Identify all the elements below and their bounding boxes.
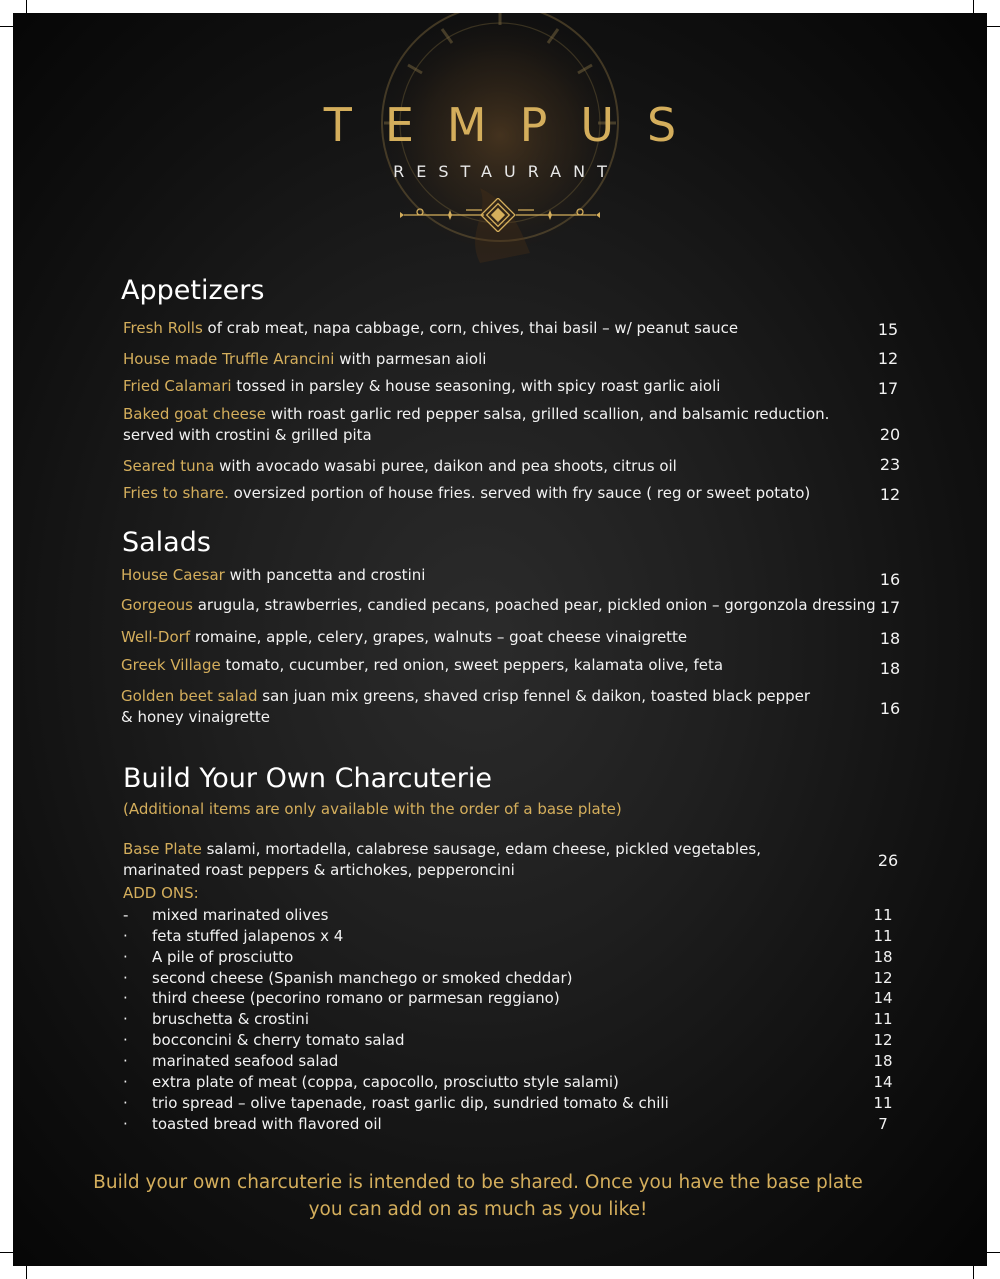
crop-mark [0, 1252, 13, 1253]
addon-text: third cheese (pecorino romano or parmesan reggiano) [152, 989, 560, 1008]
item-desc: of crab meat, napa cabbage, corn, chives, thai basil – w/ peanut sauce [202, 319, 739, 337]
item-price: 18 [879, 659, 901, 678]
addon-text: toasted bread with flavored oil [152, 1114, 382, 1133]
addon-row [123, 1009, 903, 1030]
item-name: Golden beet salad [121, 687, 258, 705]
addon-row [123, 1114, 903, 1135]
item-price: 23 [879, 455, 901, 474]
addon-row [123, 947, 903, 968]
addon-row [123, 1093, 903, 1114]
item-price: 15 [877, 320, 899, 339]
item-name: Fried Calamari [123, 377, 232, 395]
addon-text: feta stuffed jalapenos x 4 [152, 926, 344, 945]
menu-item [123, 483, 810, 504]
crop-mark [26, 0, 27, 13]
addon-text: bocconcini & cherry tomato salad [152, 1031, 405, 1050]
item-price: 18 [879, 629, 901, 648]
menu-item [123, 839, 761, 860]
item-desc: romaine, apple, celery, grapes, walnuts – goat cheese vinaigrette [190, 628, 688, 646]
menu-item [121, 655, 723, 676]
restaurant-title: TEMPUS [323, 98, 710, 152]
item-desc-continued: served with crostini & grilled pita [123, 426, 372, 444]
menu-item [123, 318, 738, 339]
item-name: House made Truffle Arancini [123, 350, 335, 368]
addon-text: second cheese (Spanish manchego or smoked cheddar) [152, 968, 573, 987]
item-desc: with parmesan aioli [334, 350, 487, 368]
addon-text: bruschetta & crostini [152, 1010, 309, 1029]
item-price: 12 [879, 485, 901, 504]
addon-bullet: · [123, 968, 128, 987]
item-desc: san juan mix greens, shaved crisp fennel & daikon, toasted black pepper [257, 687, 811, 705]
item-desc: with pancetta and crostini [224, 566, 426, 584]
item-name: House Caesar [121, 566, 225, 584]
addon-row [123, 1051, 903, 1072]
item-price: 20 [879, 425, 901, 444]
menu-item [123, 456, 677, 477]
addon-text: marinated seafood salad [152, 1051, 339, 1070]
addon-bullet: · [123, 947, 128, 966]
item-desc: with avocado wasabi puree, daikon and pea shoots, citrus oil [214, 457, 677, 475]
addon-bullet: · [123, 926, 128, 945]
menu-item [121, 565, 425, 586]
addon-text: trio spread – olive tapenade, roast garlic dip, sundried tomato & chili [152, 1093, 669, 1112]
item-desc: with roast garlic red pepper salsa, grilled scallion, and balsamic reduction. [265, 405, 830, 423]
addon-price: 14 [873, 989, 893, 1008]
addon-row [123, 926, 903, 947]
addon-price: 18 [873, 1051, 893, 1070]
item-name: Base Plate [123, 840, 202, 858]
addons-label: ADD ONS: [123, 884, 199, 902]
charcuterie-heading: Build Your Own Charcuterie [123, 763, 492, 794]
footer-line: you can add on as much as you like! [308, 1199, 648, 1220]
addon-row [123, 988, 903, 1009]
item-name: Fresh Rolls [123, 319, 203, 337]
menu-item [121, 627, 687, 648]
art-deco-ornament-icon [400, 198, 600, 232]
menu-page [13, 13, 987, 1266]
addon-price: 12 [873, 968, 893, 987]
addon-row [123, 1072, 903, 1093]
addon-price: 11 [873, 1010, 893, 1029]
addon-bullet: · [123, 1072, 128, 1091]
menu-item [123, 376, 720, 397]
item-price: 17 [877, 379, 899, 398]
addon-price: 12 [873, 1031, 893, 1050]
addon-bullet: · [123, 1093, 128, 1112]
item-desc: salami, mortadella, calabrese sausage, edam cheese, pickled vegetables, [201, 840, 761, 858]
salads-heading: Salads [122, 527, 211, 558]
addon-price: 11 [873, 926, 893, 945]
footer-line: Build your own charcuterie is intended to be shared. Once you have the base plate [93, 1172, 863, 1193]
item-desc: arugula, strawberries, candied pecans, poached pear, pickled onion – gorgonzola dressing [192, 596, 876, 614]
crop-mark [0, 26, 13, 27]
item-desc-continued: marinated roast peppers & artichokes, pepperoncini [123, 861, 515, 879]
appetizers-heading: Appetizers [121, 275, 265, 306]
crop-mark [26, 1266, 27, 1279]
item-name: Well-Dorf [121, 628, 191, 646]
addon-text: mixed marinated olives [152, 906, 329, 924]
addon-bullet: · [123, 1031, 128, 1050]
item-name: Fries to share. [123, 484, 229, 502]
item-name: Greek Village [121, 656, 221, 674]
item-price: 26 [877, 851, 899, 870]
item-name: Seared tuna [123, 457, 215, 475]
addon-text: A pile of prosciutto [152, 947, 294, 966]
addon-price: 7 [878, 1114, 888, 1133]
addon-bullet: · [123, 1010, 128, 1029]
menu-item [121, 686, 810, 707]
addon-bullet: - [123, 906, 129, 924]
addon-text: extra plate of meat (coppa, capocollo, prosciutto style salami) [152, 1072, 619, 1091]
menu-item [121, 595, 876, 616]
item-price: 17 [879, 598, 901, 617]
item-desc: tomato, cucumber, red onion, sweet peppers, kalamata olive, feta [220, 656, 724, 674]
charcuterie-footer [13, 1169, 943, 1223]
item-desc: tossed in parsley & house seasoning, with spicy roast garlic aioli [231, 377, 721, 395]
addon-bullet: · [123, 1051, 128, 1070]
addon-bullet: · [123, 1114, 128, 1133]
item-price: 12 [877, 349, 899, 368]
addon-bullet: · [123, 989, 128, 1008]
addon-price: 11 [873, 1093, 893, 1112]
crop-mark [987, 1252, 1000, 1253]
addon-price: 14 [873, 1072, 893, 1091]
menu-item [123, 349, 486, 370]
item-desc: oversized portion of house fries. served with fry sauce ( reg or sweet potato) [228, 484, 811, 502]
addon-row [123, 968, 903, 989]
crop-mark [973, 1266, 974, 1279]
crop-mark [987, 26, 1000, 27]
item-name: Baked goat cheese [123, 405, 266, 423]
item-price: 16 [879, 570, 901, 589]
addon-row [123, 1030, 903, 1051]
restaurant-subtitle: RESTAURANT [393, 162, 619, 181]
item-desc-continued: & honey vinaigrette [121, 708, 271, 726]
addon-row [123, 905, 903, 926]
item-name: Gorgeous [121, 596, 193, 614]
crop-mark [973, 0, 974, 13]
menu-item [123, 404, 829, 425]
item-price: 16 [879, 699, 901, 718]
addon-price: 11 [873, 906, 893, 924]
addon-price: 18 [873, 947, 893, 966]
charcuterie-note: (Additional items are only available with the order of a base plate) [123, 800, 622, 818]
